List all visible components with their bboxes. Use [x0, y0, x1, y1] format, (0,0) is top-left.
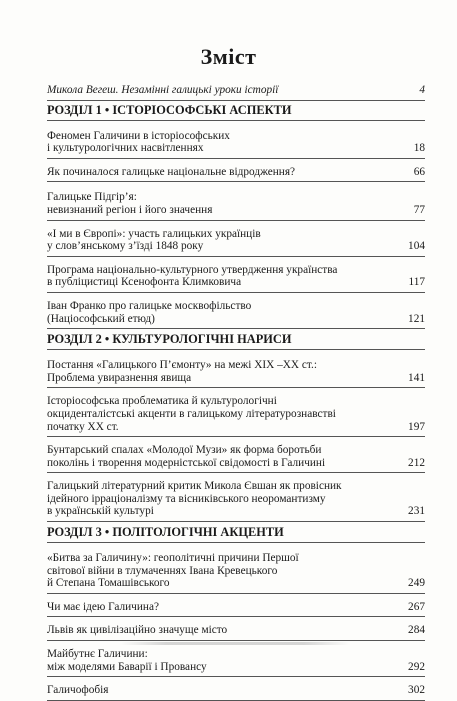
toc-entry-line: Феномен Галичини в історіософських — [47, 129, 230, 142]
toc-page-number: 117 — [408, 276, 425, 289]
toc-page-number: 141 — [408, 371, 425, 384]
toc-entry — [47, 624, 425, 641]
section-heading: РОЗДІЛ 3 • ПОЛІТОЛОГІЧНІ АКЦЕНТИ — [47, 525, 425, 543]
page-edge-shadow — [120, 642, 350, 645]
toc-entry — [47, 601, 425, 618]
toc-entry-title — [47, 130, 425, 155]
toc-entry-title — [47, 684, 425, 697]
toc-entry-title — [47, 191, 425, 216]
toc-entry — [47, 395, 425, 437]
toc-page-number: 284 — [408, 624, 425, 637]
toc-entry — [47, 84, 425, 101]
toc-entry-line: «Битва за Галичину»: геополітичні причини Першої — [47, 552, 299, 565]
toc-entry-line: Галицьке Підгір’я: — [47, 191, 137, 204]
toc-entry-line: невизнаний регіон і його значення — [47, 203, 213, 216]
toc-entry-title — [47, 444, 425, 469]
toc-entry-title — [47, 624, 425, 637]
toc-entry-line: Микола Вегеш. Незамінні галицькі уроки історії — [47, 84, 279, 96]
section-heading: РОЗДІЛ 2 • КУЛЬТУРОЛОГІЧНІ НАРИСИ — [47, 332, 425, 350]
toc-page-number: 231 — [408, 505, 425, 518]
toc-entry-line: окциденталістські акценти в галицькому літературознавстві — [47, 407, 336, 420]
toc-page-number: 4 — [419, 84, 425, 96]
toc-entry — [47, 359, 425, 388]
toc-entry-line: в українській культурі — [47, 505, 154, 518]
toc-entry — [47, 191, 425, 220]
toc-entry — [47, 264, 425, 293]
toc-entry-line: поколінь і творення модерністської свідомості в Галичині — [47, 456, 326, 469]
toc-page-number: 267 — [408, 600, 425, 613]
toc-entry-line: між моделями Баварії і Провансу — [47, 660, 207, 673]
toc-page-number: 104 — [408, 240, 425, 253]
toc-entry — [47, 444, 425, 473]
toc-entry-line: (Націософський етюд) — [47, 312, 155, 325]
toc-entry-line: Галичофобія — [47, 684, 109, 697]
toc-page-number: 302 — [408, 684, 425, 697]
toc-entry — [47, 130, 425, 159]
toc-entry-line: Постання «Галицького П’ємонту» на межі XIX –XX ст.: — [47, 359, 317, 372]
toc-entry-title — [47, 228, 425, 253]
table-of-contents — [47, 84, 425, 701]
toc-page-number: 121 — [408, 312, 425, 325]
toc-page-number: 77 — [413, 203, 425, 216]
toc-entry-line: «І ми в Європі»: участь галицьких українців — [47, 227, 261, 240]
toc-entry-line: Майбутнє Галичини: — [47, 648, 148, 661]
toc-entry-line: світової війни в тлумаченнях Івана Кревецького — [47, 564, 278, 577]
toc-entry-line: Як починалося галицьке національне відродження? — [47, 165, 296, 178]
toc-entry-title — [47, 648, 425, 673]
toc-entry-title — [47, 601, 425, 614]
toc-entry-line: Бунтарський спалах «Молодої Музи» як форма боротьби — [47, 444, 322, 457]
toc-page-number: 197 — [408, 420, 425, 433]
toc-entry-title — [47, 264, 425, 289]
toc-entry — [47, 300, 425, 329]
toc-entry-title — [47, 300, 425, 325]
toc-entry-line: Історіософська проблематика й культурологічні — [47, 395, 277, 408]
toc-entry-title — [47, 166, 425, 179]
page-title: Зміст — [200, 44, 257, 69]
toc-entry-line: Чи має ідею Галичина? — [47, 600, 159, 613]
toc-entry-line: й Степана Томашівського — [47, 577, 170, 590]
toc-entry-line: Львів як цивілізаційно значуще місто — [47, 624, 228, 637]
toc-entry-line: Програма національно-культурного утвердження українства — [47, 263, 338, 276]
toc-entry-line: початку XX ст. — [47, 420, 119, 433]
toc-page-number: 292 — [408, 660, 425, 673]
toc-entry — [47, 684, 425, 701]
toc-entry-title — [47, 552, 425, 590]
toc-entry-line: Галицький літературний критик Микола Євшан як провісник — [47, 480, 342, 493]
toc-entry-line: і культурологічних насвітленнях — [47, 142, 204, 155]
section-heading: РОЗДІЛ 1 • ІСТОРІОСОФСЬКІ АСПЕКТИ — [47, 103, 425, 121]
toc-entry-title — [47, 84, 425, 97]
toc-entry — [47, 480, 425, 522]
toc-entry — [47, 228, 425, 257]
toc-page-number: 66 — [413, 165, 425, 178]
toc-entry-line: ідейного ірраціоналізму та вісниківського неоромантизму — [47, 492, 326, 505]
toc-page-number: 249 — [408, 577, 425, 590]
toc-entry-title — [47, 395, 425, 433]
toc-entry-line: в публіцистиці Ксенофонта Климковича — [47, 276, 242, 289]
toc-entry-title — [47, 480, 425, 518]
toc-entry-title — [47, 359, 425, 384]
toc-entry-line: у слов’янському з’їзді 1848 року — [47, 240, 204, 253]
toc-entry — [47, 552, 425, 594]
toc-entry — [47, 648, 425, 677]
toc-entry — [47, 166, 425, 183]
toc-page-number: 18 — [413, 142, 425, 155]
toc-entry-line: Іван Франко про галицьке москвофільство — [47, 299, 252, 312]
toc-entry-line: Проблема увиразнення явища — [47, 371, 192, 384]
toc-page-number: 212 — [408, 456, 425, 469]
